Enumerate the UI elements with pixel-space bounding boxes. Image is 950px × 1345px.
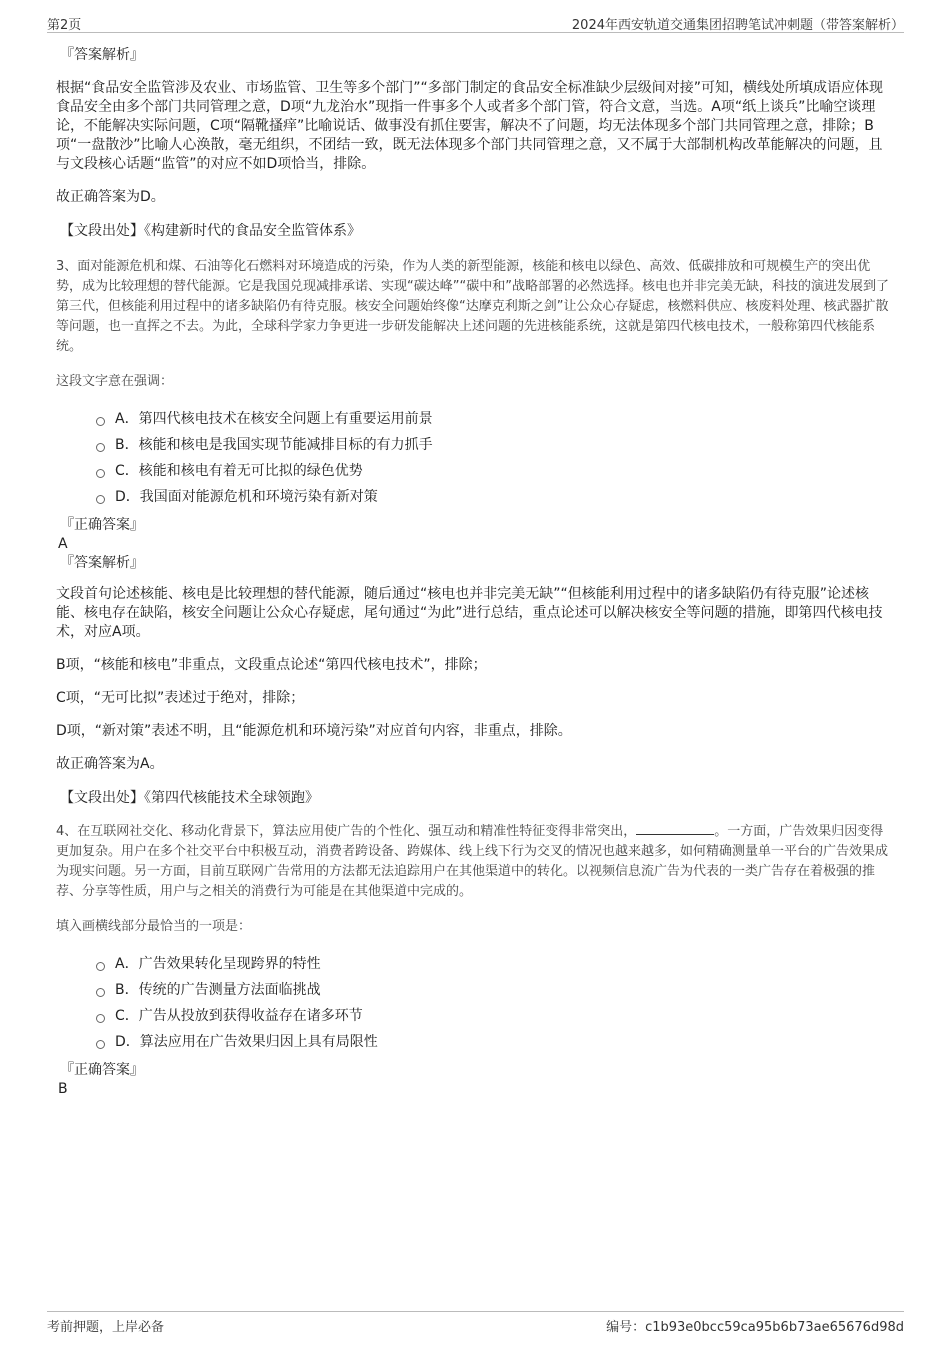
code-value: c1b93e0bcc59ca95b6b73ae65676d98d	[645, 1320, 904, 1335]
option-text: 第四代核电技术在核安全问题上有重要运用前景	[138, 411, 433, 427]
page-header	[47, 12, 904, 33]
document-code	[606, 1316, 904, 1335]
q3-analysis-c: C项，“无可比拟”表述过于绝对，排除；	[56, 690, 305, 706]
q3-correct-label: 『正确答案』	[60, 517, 144, 533]
radio-button-icon[interactable]	[96, 988, 105, 997]
option-letter: D．	[115, 489, 140, 505]
q4-option-b[interactable]	[96, 976, 894, 1002]
document-title: 2024年西安轨道交通集团招聘笔试冲刺题（带答案解析）	[571, 18, 904, 33]
fill-blank-line	[636, 822, 714, 835]
q2-source	[60, 221, 894, 241]
option-letter: A．	[115, 956, 139, 972]
radio-button-icon[interactable]	[96, 962, 105, 971]
q3-source	[60, 788, 894, 808]
option-text: 我国面对能源危机和环境污染有新对策	[139, 489, 378, 505]
q4-correct-label: 『正确答案』	[60, 1062, 144, 1078]
q4-option-c[interactable]	[96, 1002, 894, 1028]
q3-option-b[interactable]	[96, 431, 894, 457]
q3-analysis-label: 『答案解析』	[60, 555, 144, 571]
option-letter: A．	[115, 411, 139, 427]
q3-option-a[interactable]	[96, 405, 894, 431]
q3-options	[96, 405, 894, 509]
q4-stem	[56, 822, 894, 902]
option-text: 核能和核电有着无可比拟的绿色优势	[138, 463, 363, 479]
option-text: 传统的广告测量方法面临挑战	[138, 982, 321, 998]
q4-stem-after: 。一方面，广告效果归因变得更加复杂。用户在多个社交平台中积极互动，消费者跨设备、跨媒体、线上线下行为交叉的情况也越来越多，如何精确测量单一平台的广告效果成为现实问题。另一方面，目前互联网广告常用的方法都无法追踪用户在其他渠道中的转化。以视频信息流广告为代表的一类广告存在着极强的推荐、分享等性质，用户与之相关的消费行为可能是在其他渠道中完成的。	[56, 824, 889, 899]
q2-source-title: 《构建新时代的食品安全监管体系》	[144, 223, 361, 239]
q2-analysis-label: 『答案解析』	[60, 47, 144, 63]
q3-stem: 3、面对能源危机和煤、石油等化石燃料对环境造成的污染，作为人类的新型能源，核能和核电以绿色、高效、低碳排放和可规模生产的突出优势，成为比较理想的替代能源。它是我国兑现减排承诺、实现“碳达峰”“碳中和”战略部署的必然选择。核电也并非完美无缺，科技的演进发展到了第三代，但核能利用过程中的诸多缺陷仍有待克服。核安全问题始终像“达摩克利斯之剑”让公众心存疑虑，核燃料供应、核废料处理、核武器扩散等问题，也一直挥之不去。为此，全球科学家力争更进一步研发能解决上述问题的先进核能系统，这就是第四代核电技术，一般称第四代核能系统。	[56, 259, 889, 354]
q3-option-c[interactable]	[96, 457, 894, 483]
q3-source-label: 【文段出处】	[60, 790, 144, 806]
q3-correct-answer: A	[58, 536, 68, 552]
radio-button-icon[interactable]	[96, 469, 105, 478]
option-text: 广告效果转化呈现跨界的特性	[138, 956, 321, 972]
q2-conclusion: 故正确答案为D。	[56, 189, 165, 205]
q2-analysis-paragraph: 根据“食品安全监管涉及农业、市场监管、卫生等多个部门”“多部门制定的食品安全标准缺少层级间对接”可知，横线处所填成语应体现食品安全由多个部门共同管理之意，D项“九龙治水”现指一件事多个人或者多个部门管，符合文意，当选。A项“纸上谈兵”比喻空谈理论，不能解决实际问题，C项“隔靴搔痒”比喻说话、做事没有抓住要害，解决不了问题，均无法体现多个部门共同管理之意，排除；B项“一盘散沙”比喻人心涣散，毫无组织，不团结一致，既无法体现多个部门共同管理之意，又不属于大部制机构改革能解决的问题，且与文段核心话题“监管”的对应不如D项恰当，排除。	[56, 80, 884, 172]
page-number: 第2页	[47, 18, 82, 33]
option-letter: D．	[115, 1034, 140, 1050]
footer-slogan: 考前押题，上岸必备	[47, 1320, 165, 1335]
option-letter: B．	[115, 437, 139, 453]
q4-prompt: 填入画横线部分最恰当的一项是：	[56, 919, 252, 934]
radio-button-icon[interactable]	[96, 1040, 105, 1049]
option-letter: B．	[115, 982, 139, 998]
q2-source-label: 【文段出处】	[60, 223, 144, 239]
option-text: 核能和核电是我国实现节能减排目标的有力抓手	[138, 437, 433, 453]
q3-conclusion: 故正确答案为A。	[56, 756, 164, 772]
code-label: 编号：	[606, 1320, 646, 1335]
option-text: 算法应用在广告效果归因上具有局限性	[139, 1034, 378, 1050]
radio-button-icon[interactable]	[96, 443, 105, 452]
option-letter: C．	[115, 1008, 139, 1024]
q3-source-title: 《第四代核能技术全球领跑》	[144, 790, 319, 806]
q4-correct-answer: B	[58, 1081, 68, 1097]
q3-analysis-paragraph: 文段首句论述核能、核电是比较理想的替代能源，随后通过“核电也并非完美无缺”“但核能利用过程中的诸多缺陷仍有待克服”论述核能、核电存在缺陷，核安全问题让公众心存疑虑，尾句通过“为此”进行总结，重点论述可以解决核安全等问题的措施，即第四代核电技术，对应A项。	[56, 586, 883, 640]
radio-button-icon[interactable]	[96, 495, 105, 504]
q4-options	[96, 950, 894, 1054]
q4-option-d[interactable]	[96, 1028, 894, 1054]
q3-analysis-d: D项，“新对策”表述不明，且“能源危机和环境污染”对应首句内容，非重点，排除。	[56, 723, 572, 739]
radio-button-icon[interactable]	[96, 417, 105, 426]
q3-analysis-b: B项，“核能和核电”非重点，文段重点论述“第四代核电技术”，排除；	[56, 657, 487, 673]
document-body	[56, 45, 894, 1098]
radio-button-icon[interactable]	[96, 1014, 105, 1023]
page-footer	[47, 1311, 904, 1336]
q3-option-d[interactable]	[96, 483, 894, 509]
option-letter: C．	[115, 463, 139, 479]
q4-option-a[interactable]	[96, 950, 894, 976]
q4-stem-before: 4、在互联网社交化、移动化背景下，算法应用使广告的个性化、强互动和精准性特征变得非常突出，	[56, 824, 637, 839]
option-text: 广告从投放到获得收益存在诸多环节	[138, 1008, 363, 1024]
q3-prompt: 这段文字意在强调：	[56, 374, 174, 389]
